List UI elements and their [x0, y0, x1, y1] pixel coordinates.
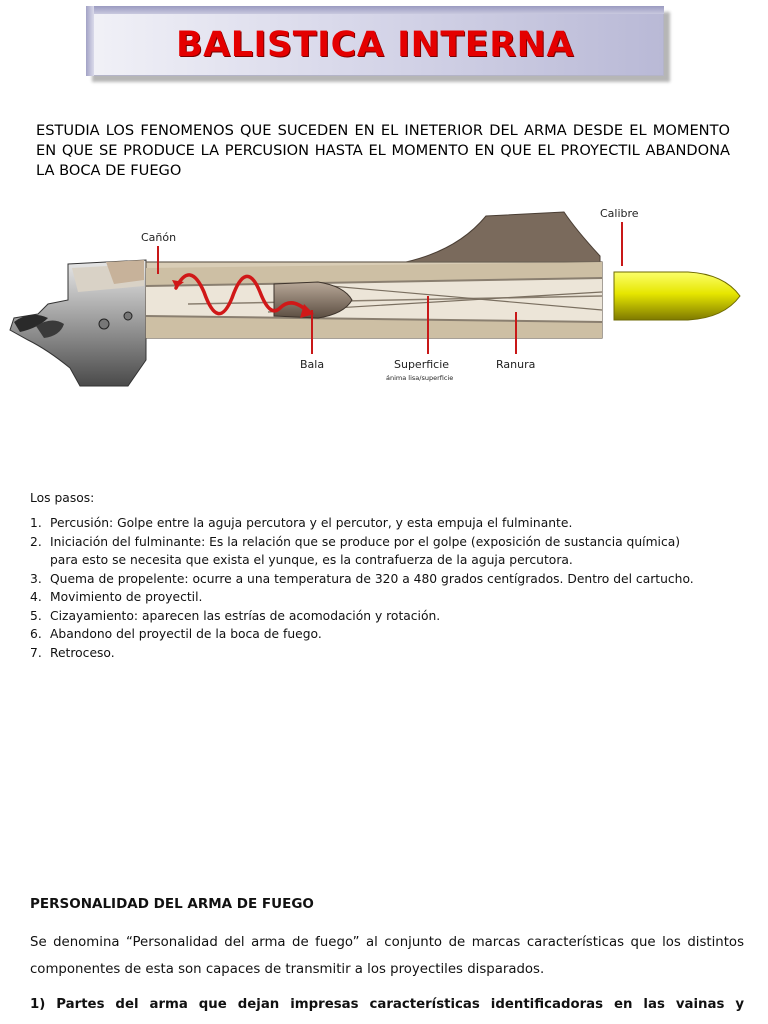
- steps-list: [30, 489, 700, 662]
- label-superficie: Superficie: [394, 358, 450, 371]
- barrel-diagram: [8, 200, 760, 400]
- list-item-number: 4.: [30, 590, 42, 604]
- list-item-number: 7.: [30, 645, 42, 660]
- title-banner: [86, 6, 664, 76]
- list-item-number: 2.: [30, 534, 42, 549]
- barrel: [146, 262, 602, 338]
- list-item: [30, 607, 700, 626]
- list-item: [30, 570, 700, 589]
- label-ranura: Ranura: [496, 358, 536, 371]
- section-title: PERSONALIDAD DEL ARMA DE FUEGO: [30, 896, 314, 912]
- page-title: BALISTICA INTERNA: [175, 25, 575, 65]
- list-item-text: Iniciación del fulminante: Es la relación que se produce por el golpe (exposición de sustancia química) para esto se necesita que exista el yunque, es la contrafuerza de la aguja percutora.: [50, 534, 681, 567]
- list-item-number: 1.: [30, 516, 42, 530]
- front-sight: [406, 212, 600, 262]
- list-item: [30, 644, 700, 663]
- pistol-frame: [10, 260, 146, 386]
- title-banner-bevel-top: [86, 6, 664, 14]
- list-item-text: Abandono del proyectil de la boca de fuego.: [50, 627, 322, 641]
- label-superficie-sub: ánima lisa/superficie: [386, 374, 454, 382]
- list-item-text: Cizayamiento: aparecen las estrías de acomodación y rotación.: [50, 608, 441, 623]
- list-item-text: Movimiento de proyectil.: [50, 590, 203, 604]
- list-item-text: Retroceso.: [50, 645, 115, 660]
- label-canon: Cañón: [141, 231, 177, 244]
- list-item: [30, 625, 700, 644]
- list-item: [30, 514, 700, 533]
- list-item: [30, 533, 700, 570]
- list-item-text: Quema de propelente: ocurre a una temperatura de 320 a 480 grados centígrados. Dentro del cartucho.: [50, 571, 694, 586]
- list-item-number: 6.: [30, 627, 42, 641]
- list-item-text: Percusión: Golpe entre la aguja percutora y el percutor, y esta empuja el fulminante.: [50, 516, 573, 530]
- list-item-number: 5.: [30, 608, 42, 623]
- label-calibre: Calibre: [600, 207, 639, 220]
- list-item-number: 3.: [30, 571, 42, 586]
- section-item-1: 1) Partes del arma que dejan impresas características identificadoras en las vainas y: [30, 997, 744, 1012]
- list-item: [30, 588, 700, 607]
- label-bala: Bala: [300, 358, 325, 371]
- exiting-bullet: [614, 272, 740, 320]
- steps-lead: Los pasos:: [30, 491, 95, 505]
- intro-text: ESTUDIA LOS FENOMENOS QUE SUCEDEN EN EL INETERIOR DEL ARMA DESDE EL MOMENTO EN QUE SE PRODUCE LA PERCUSION HASTA EL MOMENTO EN QUE EL PROYECTIL ABANDONA LA BOCA DE FUEGO: [36, 122, 730, 179]
- section-paragraph: Se denomina “Personalidad del arma de fuego” al conjunto de marcas características que los distintos componentes de esta son capaces de transmitir a los proyectiles disparados.: [30, 935, 744, 977]
